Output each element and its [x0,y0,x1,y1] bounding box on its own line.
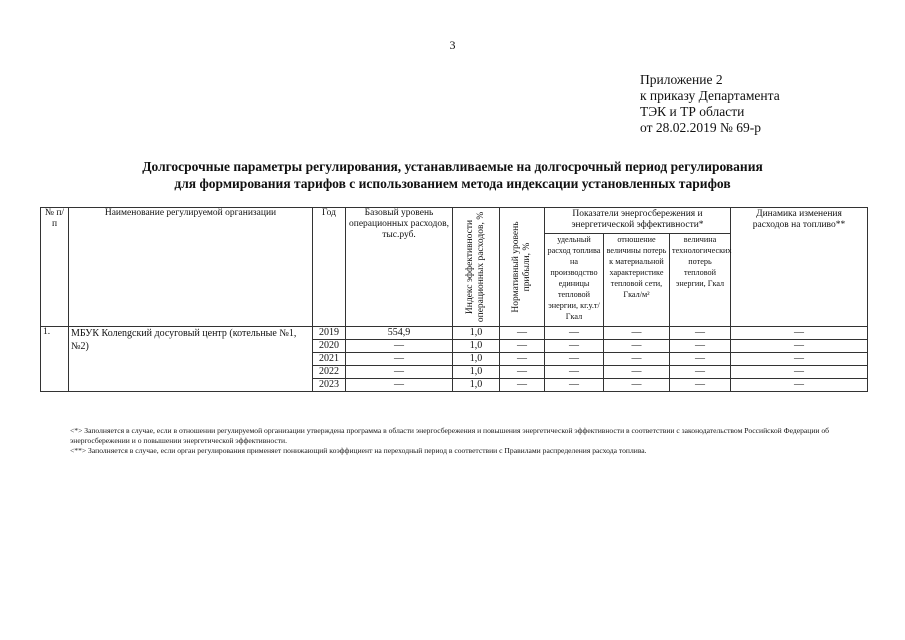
header-year: Год [313,208,346,327]
loss-ratio-cell: — [604,340,670,353]
loss-ratio-cell: — [604,353,670,366]
header-energy-indicators: Показатели энергосбережения и энергетической эффективности* [545,208,731,234]
header-base-costs: Базовый уровень операционных расходов, тыс.руб. [346,208,453,327]
efficiency-index-cell: 1,0 [453,327,500,340]
tech-losses-cell: — [670,366,731,379]
profit-level-cell: — [500,327,545,340]
tech-losses-cell: — [670,379,731,392]
specific-fuel-cell: — [545,379,604,392]
tech-losses-cell: — [670,353,731,366]
header-num: № п/п [41,208,69,327]
tech-losses-cell: — [670,327,731,340]
footnote-1: <*> Заполняется в случае, если в отношении регулируемой организации утверждена программа в области энергосбережения и повышения энергетической эффективности в соответствии с законодательством Российской Федерации об энергосбережении и о повышении энергетической эффективности. [70,426,830,445]
profit-level-cell: — [500,379,545,392]
year-cell: 2023 [313,379,346,392]
efficiency-index-cell: 1,0 [453,366,500,379]
footnotes [40,426,868,456]
header-fuel-dynamics: Динамика изменения расходов на топливо** [731,208,868,327]
profit-level-cell: — [500,353,545,366]
efficiency-index-cell: 1,0 [453,379,500,392]
header-loss-ratio: отношение величины потерь к материальной характеристике тепловой сети, Гкал/м² [604,234,670,327]
appendix-line: ТЭК и ТР области [640,104,745,119]
page-number: 3 [449,38,456,52]
organization-name: МБУК Колengский досуговый центр (котельные №1, №2) [69,327,313,392]
year-cell: 2019 [313,327,346,340]
specific-fuel-cell: — [545,366,604,379]
tech-losses-cell: — [670,340,731,353]
header-tech-losses: величина технологических потерь тепловой энергии, Гкал [670,234,731,327]
loss-ratio-cell: — [604,327,670,340]
efficiency-index-cell: 1,0 [453,340,500,353]
fuel-dynamics-cell: — [731,353,868,366]
document-title [0,158,905,192]
fuel-dynamics-cell: — [731,379,868,392]
appendix-line: к приказу Департамента [640,88,780,103]
footnote-2: <**> Заполняется в случае, если орган регулирования применяет понижающий коэффициент на переходный период в соответствии с Правилами распределения расхода топлива. [70,446,647,455]
fuel-dynamics-cell: — [731,366,868,379]
table-row [41,327,868,340]
base-costs-cell: — [346,353,453,366]
header-org: Наименование регулируемой организации [69,208,313,327]
header-efficiency-index-text: Индекс эффективности операционных расходов, % [465,211,486,323]
fuel-dynamics-cell: — [731,327,868,340]
specific-fuel-cell: — [545,340,604,353]
base-costs-cell: 554,9 [346,327,453,340]
header-profit-level [500,208,545,327]
year-cell: 2021 [313,353,346,366]
title-line: для формирования тарифов с использованием метода индексации установленных тарифов [174,176,731,191]
specific-fuel-cell: — [545,327,604,340]
header-efficiency-index [453,208,500,327]
year-cell: 2020 [313,340,346,353]
efficiency-index-cell: 1,0 [453,353,500,366]
header-profit-level-text: Нормативный уровень прибыли, % [511,221,532,313]
header-specific-fuel: удельный расход топлива на производство единицы тепловой энергии, кг.у.т/Гкал [545,234,604,327]
appendix-line: от 28.02.2019 № 69-р [640,120,761,135]
base-costs-cell: — [346,366,453,379]
year-cell: 2022 [313,366,346,379]
loss-ratio-cell: — [604,379,670,392]
specific-fuel-cell: — [545,353,604,366]
title-line: Долгосрочные параметры регулирования, устанавливаемые на долгосрочный период регулирования [142,159,763,174]
row-number: 1. [41,327,69,392]
appendix-block [640,72,780,136]
base-costs-cell: — [346,379,453,392]
fuel-dynamics-cell: — [731,340,868,353]
profit-level-cell: — [500,366,545,379]
base-costs-cell: — [346,340,453,353]
profit-level-cell: — [500,340,545,353]
appendix-line: Приложение 2 [640,72,723,87]
loss-ratio-cell: — [604,366,670,379]
parameters-table [40,207,868,392]
